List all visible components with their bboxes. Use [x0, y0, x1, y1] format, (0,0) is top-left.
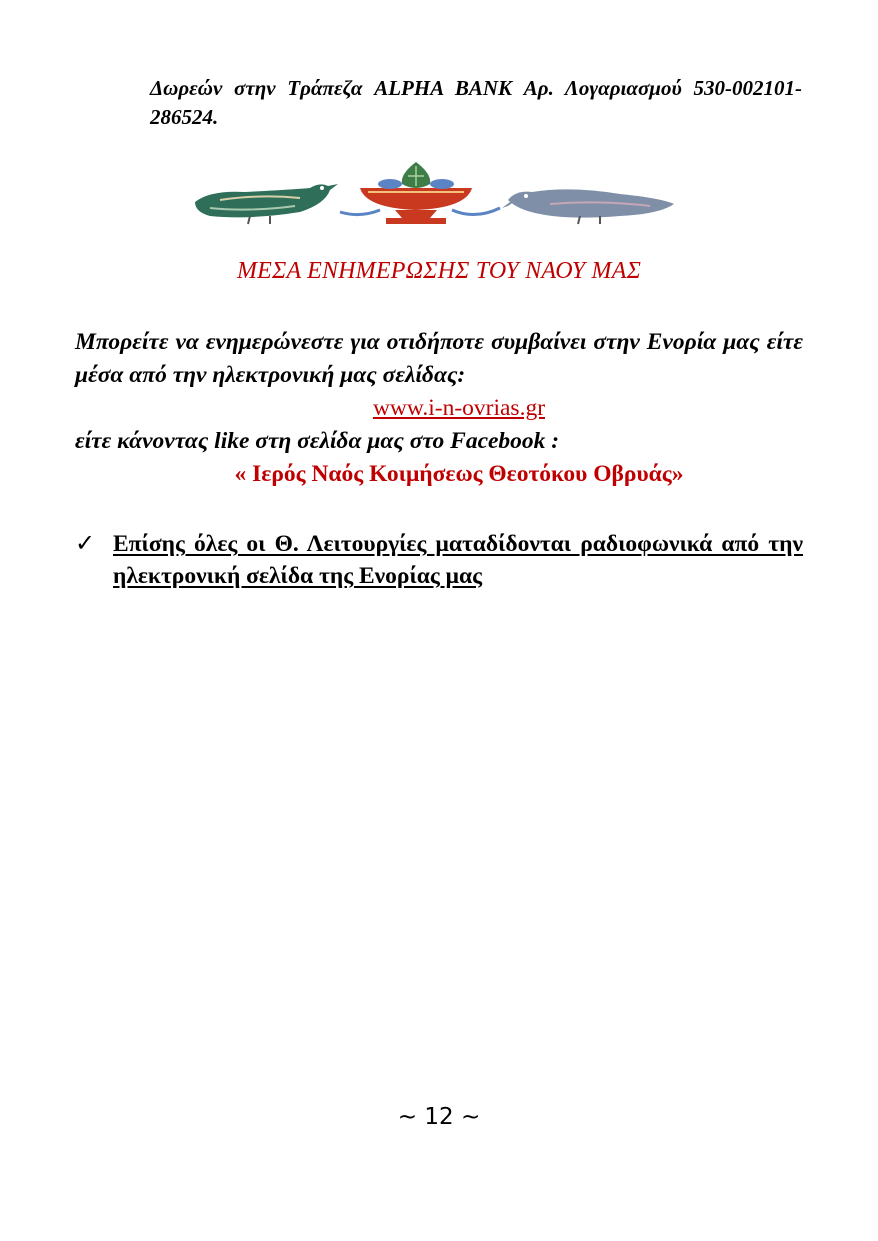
left-bird-icon	[195, 184, 338, 224]
birds-and-fountain-ornament	[190, 160, 680, 228]
website-line	[75, 392, 803, 425]
donation-account-text: Δωρεών στην Τράπεζα ALPHA BANK Αρ. Λογαριασμού 530-002101-286524.	[150, 76, 802, 129]
fountain-basin-icon	[360, 162, 472, 224]
intro-text: Μπορείτε να ενημερώνεστε για οτιδήποτε συμβαίνει στην Ενορία μας είτε μέσα από την ηλεκτρονική μας σελίδας:	[75, 329, 803, 388]
section-heading: ΜΕΣΑ ΕΝΗΜΕΡΩΣΗΣ ΤΟΥ ΝΑΟΥ ΜΑΣ	[236, 258, 642, 284]
intro-block	[75, 326, 803, 491]
website-link[interactable]: www.i-n-ovrias.gr	[372, 395, 546, 421]
broadcast-bullet	[75, 528, 803, 592]
right-bird-icon	[502, 189, 674, 224]
facebook-page-name: « Ιερός Ναός Κοιμήσεως Θεοτόκου Οβρυάς»	[234, 461, 684, 487]
facebook-text: είτε κάνοντας like στη σελίδα μας στο Facebook :	[75, 428, 560, 454]
broadcast-bullet-text: Επίσης όλες οι Θ. Λειτουργίες ματαδίδονται ραδιοφωνικά από την ηλεκτρονική σελίδα της Ενορίας μας	[113, 531, 803, 589]
checkmark-icon: ✓	[75, 531, 96, 557]
page-number: ~ 12 ~	[397, 1104, 481, 1130]
